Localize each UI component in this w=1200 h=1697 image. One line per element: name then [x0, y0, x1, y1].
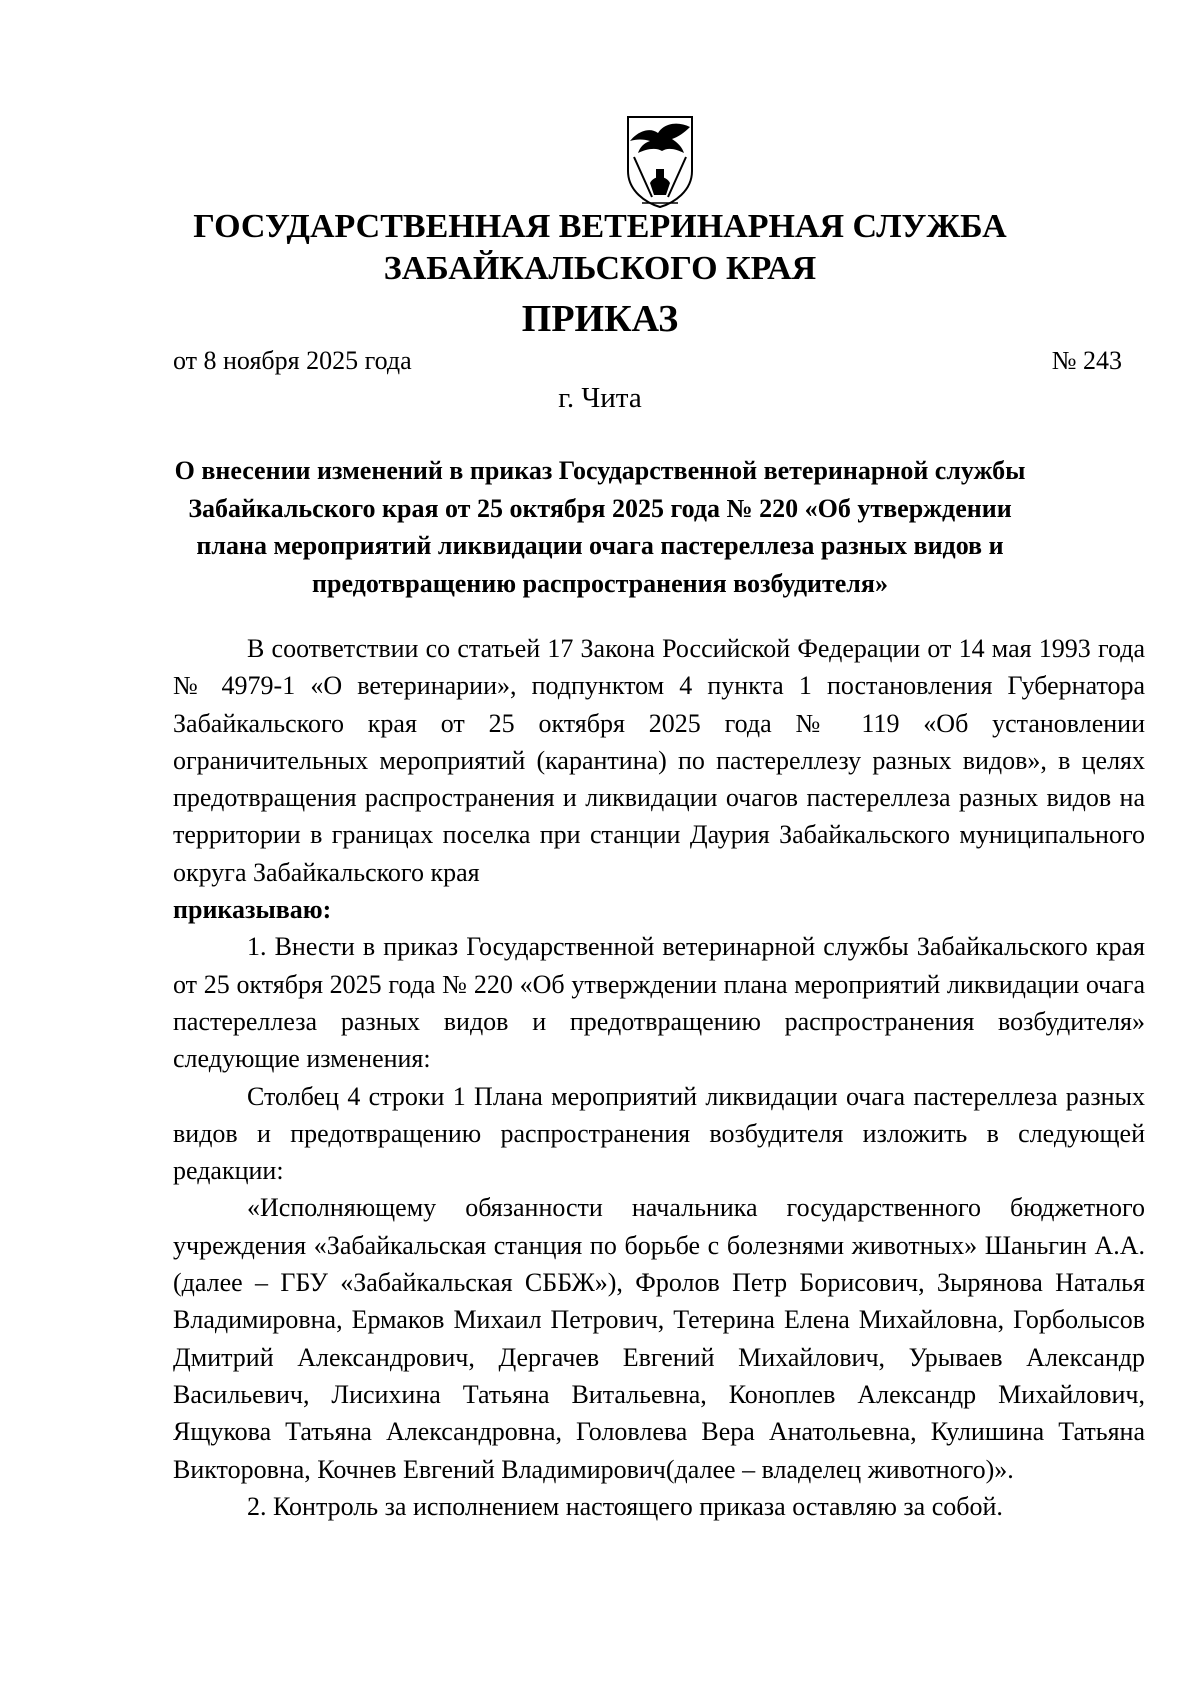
item-2-paragraph: 2. Контроль за исполнением настоящего приказа оставляю за собой.	[247, 1491, 1003, 1521]
document-number: № 243	[1051, 346, 1122, 375]
document-subject: О внесении изменений в приказ Государственной ветеринарной службы Забайкальского края от 25 октября 2025 года № 220 «Об утверждении плана мероприятий ликвидации очага пастереллеза разных видов и предотвращению распространения возбудителя»	[174, 456, 1026, 598]
organization-title	[100, 206, 1100, 290]
preamble-paragraph	[173, 630, 1145, 928]
item-1-paragraph: 1. Внести в приказ Государственной ветеринарной службы Забайкальского края от 25 октября 2025 года № 220 «Об утверждении плана мероприятий ликвидации очага пастереллеза разных видов и предотвращению распространения возбудителя» следующие изменения:	[173, 932, 1145, 1074]
document-type: ПРИКАЗ	[521, 298, 679, 340]
item-1-quote-paragraph: «Исполняющему обязанности начальника государственного бюджетного учреждения «Забайкальская станция по борьбе с болезнями животных» Шаньгин А.А. (далее – ГБУ «Забайкальская СББЖ»), Фролов Петр Борисович, Зырянова Наталья Владимировна, Ермаков Михаил Петрович, Тетерина Елена Михайловна, Горболысов Дмитрий Александрович, Дергачев Евгений Михайлович, Урываев Александр Васильевич, Лисихина Татьяна Витальевна, Коноплев Александр Михайлович, Ящукова Татьяна Александровна, Головлева Вера Анатольевна, Кулишина Татьяна Викторовна, Кочнев Евгений Владимирович(далее – владелец животного)».	[173, 1193, 1145, 1484]
coat-of-arms-icon	[622, 113, 698, 209]
document-date: от 8 ноября 2025 года	[173, 346, 412, 375]
item-1-detail-paragraph: Столбец 4 строки 1 Плана мероприятий ликвидации очага пастереллеза разных видов и предотвращению распространения возбудителя изложить в следующей редакции:	[173, 1081, 1145, 1186]
document-city: г. Чита	[558, 382, 642, 414]
preamble-text: В соответствии со статьей 17 Закона Российской Федерации от 14 мая 1993 года № 4979-1 «О ветеринарии», подпунктом 4 пункта 1 постановления Губернатора Забайкальского края от 25 октября 2025 года № 119 «Об установлении ограничительных мероприятий (карантина) по пастереллезу разных видов», в целях предотвращения распространения и ликвидации очагов пастереллеза разных видов на территории в границах поселка при станции Даурия Забайкальского муниципального округа Забайкальского края	[173, 634, 1145, 887]
document-body	[173, 630, 1145, 1525]
organization-title-line1: ГОСУДАРСТВЕННАЯ ВЕТЕРИНАРНАЯ СЛУЖБА	[193, 208, 1007, 245]
order-word: приказываю:	[173, 895, 332, 925]
organization-title-line2: ЗАБАЙКАЛЬСКОГО КРАЯ	[383, 250, 817, 287]
